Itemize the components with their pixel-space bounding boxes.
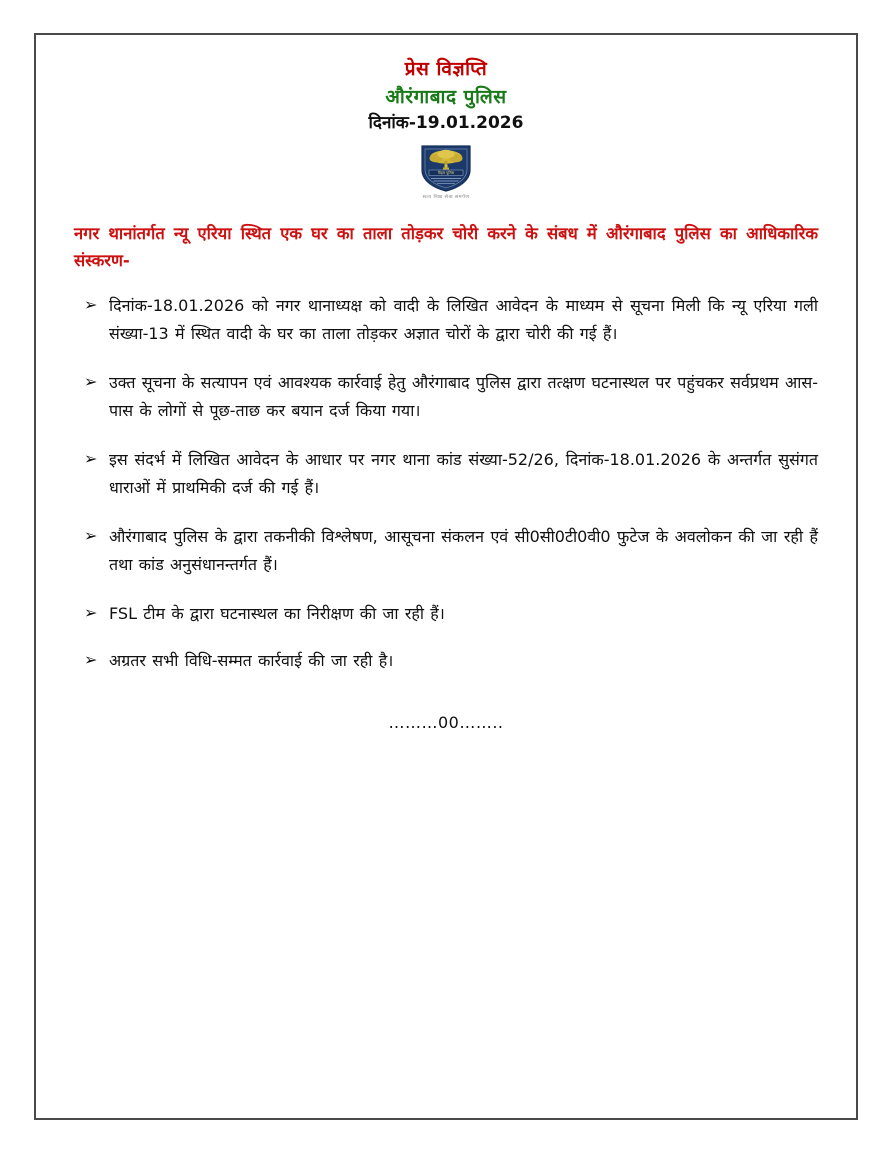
emblem-motto-text: सत्य निष्ठा सेवा समर्पण bbox=[422, 194, 470, 200]
arrow-bullet-icon: ➢ bbox=[84, 295, 98, 315]
list-item-text: उक्त सूचना के सत्यापन एवं आवश्यक कार्रवाई हेतु औरंगाबाद पुलिस द्वारा तत्क्षण घटनास्थल पर पहुंचकर सर्वप्रथम आस-पास के लोगों से पूछ-ताछ कर बयान दर्ज किया गया। bbox=[109, 373, 818, 421]
department-title: औरंगाबाद पुलिस bbox=[385, 85, 507, 108]
list-item-text: FSL टीम के द्वारा घटनास्थल का निरीक्षण की जा रही हैं। bbox=[109, 604, 445, 624]
press-release-title: प्रेस विज्ञप्ति bbox=[404, 58, 488, 80]
list-item-text: अग्रतर सभी विधि-सम्मत कार्रवाई की जा रही है। bbox=[109, 651, 394, 671]
list-item bbox=[74, 369, 818, 425]
list-item-text: दिनांक-18.01.2026 को नगर थानाध्यक्ष को वादी के लिखित आवेदन के माध्यम से सूचना मिली कि न्यू एरिया गली संख्या-13 में स्थित वादी के घर का ताला तोड़कर अज्ञात चोरों के द्वारा चोरी की गई हैं। bbox=[109, 296, 818, 344]
arrow-bullet-icon: ➢ bbox=[84, 526, 98, 546]
list-item bbox=[74, 446, 818, 502]
arrow-bullet-icon: ➢ bbox=[84, 650, 98, 670]
bihar-police-emblem-icon bbox=[410, 143, 482, 193]
list-item bbox=[74, 292, 818, 348]
document-date: दिनांक-19.01.2026 bbox=[368, 113, 524, 134]
document-end-mark: ………00…….. bbox=[388, 713, 504, 733]
statement-list bbox=[74, 292, 818, 675]
arrow-bullet-icon: ➢ bbox=[84, 449, 98, 469]
list-item-text: औरंगाबाद पुलिस के द्वारा तकनीकी विश्लेषण, आसूचना संकलन एवं सी0सी0टी0वी0 फुटेज के अवलोकन की जा रही हैं तथा कांड अनुसंधानन्तर्गत हैं। bbox=[109, 527, 818, 575]
list-item bbox=[74, 523, 818, 579]
list-item bbox=[74, 647, 818, 675]
list-item bbox=[74, 600, 818, 628]
emblem-container bbox=[74, 143, 818, 200]
arrow-bullet-icon: ➢ bbox=[84, 603, 98, 623]
document-body bbox=[36, 35, 856, 1118]
arrow-bullet-icon: ➢ bbox=[84, 372, 98, 392]
press-release-headline: नगर थानांतर्गत न्यू एरिया स्थित एक घर का ताला तोड़कर चोरी करने के संबध में औरंगाबाद पुलिस का आधिकारिक संस्करण- bbox=[74, 224, 818, 271]
list-item-text: इस संदर्भ में लिखित आवेदन के आधार पर नगर थाना कांड संख्या-52/26, दिनांक-18.01.2026 के अन्तर्गत सुसंगत धाराओं में प्राथमिकी दर्ज की गई हैं। bbox=[109, 450, 818, 498]
document-masthead bbox=[74, 57, 818, 200]
document-page-border bbox=[34, 33, 858, 1120]
svg-text:बिहार पुलिस: बिहार पुलिस bbox=[437, 171, 455, 176]
